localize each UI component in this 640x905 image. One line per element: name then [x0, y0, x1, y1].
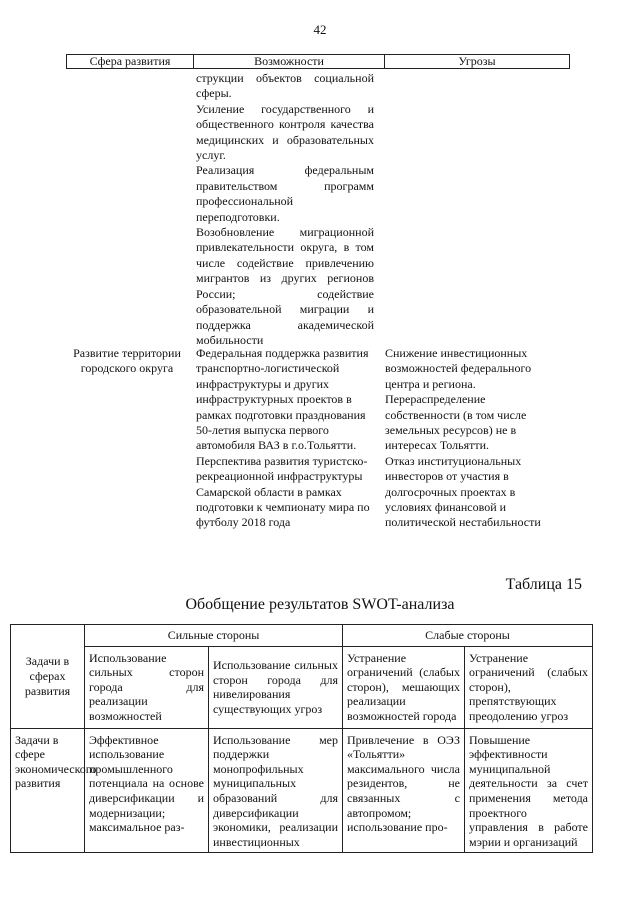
- table-cell: Привлечение в ОЭЗ «Тольятти» максимального числа резидентов, не связанных с автопромом; использование про-: [343, 728, 465, 853]
- subheader-strengths-opportunities: Использование сильных сторон города для реализации возможностей: [85, 646, 209, 728]
- opportunity-text: Возобновление миграционной привлекательности округа, в том числе содействие привлечению мигрантов из других регионов России; содействие образовательной миграции и поддержка академической мобильности: [196, 225, 374, 347]
- subheader-weaknesses-opportunities: Устранение ограничений (слабых сторон), мешающих реализации возможностей города: [343, 646, 465, 728]
- opportunity-text: струкции объектов социальной сферы.: [196, 71, 374, 101]
- threat-text: Снижение инвестиционных возможностей федерального центра и региона.: [385, 346, 532, 391]
- table-title: Обобщение результатов SWOT-анализа: [185, 596, 455, 613]
- opportunity-text: Перспектива развития туристско-рекреационной инфраструктуры Самарской области в рамках подготовки к чемпионату мира по футболу 2018 года: [196, 453, 370, 530]
- opportunity-text: Федеральная поддержка развития транспортно-логистической инфраструктуры и других инфраструктурных проектов в рамках подготовки празднования 50-летия выпуска первого автомобиля ВАЗ в г.о.Тольятти.: [196, 346, 369, 453]
- subheader-weaknesses-threats: Устранение ограничений (слабых сторон), препятствующих преодолению угроз: [465, 646, 593, 728]
- table-cell: Повышение эффективности муниципальной деятельности за счет применения метода проектного управления в работе мэрии и организаций: [465, 728, 593, 853]
- tasks-header: Задачи в сферах развития: [11, 625, 85, 729]
- weaknesses-header: Слабые стороны: [343, 625, 593, 647]
- row1-opportunities: [196, 71, 374, 348]
- row2-sphere: Развитие территории городского округа: [73, 346, 181, 376]
- row2-threats: [385, 346, 555, 531]
- table-cell: Эффективное использование промышленного потенциала на основе диверсификации и модернизации; максимальное раз-: [85, 728, 209, 853]
- opportunity-text: Реализация федеральным правительством программ профессиональной переподготовки.: [196, 163, 374, 224]
- threat-text: Перераспределение собственности (в том числе земельных ресурсов) не в интересах Тольятти.: [385, 392, 527, 453]
- swot-table-continued-header: [66, 54, 570, 69]
- table-number: Таблица 15: [505, 576, 582, 593]
- table-cell: Использование мер поддержки монопрофильных муниципальных образований для диверсификации экономики, реализации инвестиционных: [209, 728, 343, 853]
- opportunity-text: Усиление государственного и общественного контроля качества медицинских и образовательных услуг.: [196, 101, 374, 163]
- header-threats: Угрозы: [458, 54, 496, 68]
- header-opportunities: Возможности: [194, 55, 385, 68]
- task-economic: Задачи в сфере экономического развития: [11, 728, 85, 853]
- row2-opportunities: [196, 346, 374, 531]
- header-sphere: Сфера развития: [67, 55, 194, 68]
- swot-summary-table: [10, 624, 593, 853]
- subheader-strengths-threats: Использование сильных сторон города для нивелирования существующих угроз: [209, 646, 343, 728]
- page-number: 42: [313, 22, 327, 37]
- threat-text: Отказ институциональных инвесторов от участия в долгосрочных проектах в условиях финансовой и политической нестабильности: [385, 453, 541, 530]
- strengths-header: Сильные стороны: [85, 625, 343, 647]
